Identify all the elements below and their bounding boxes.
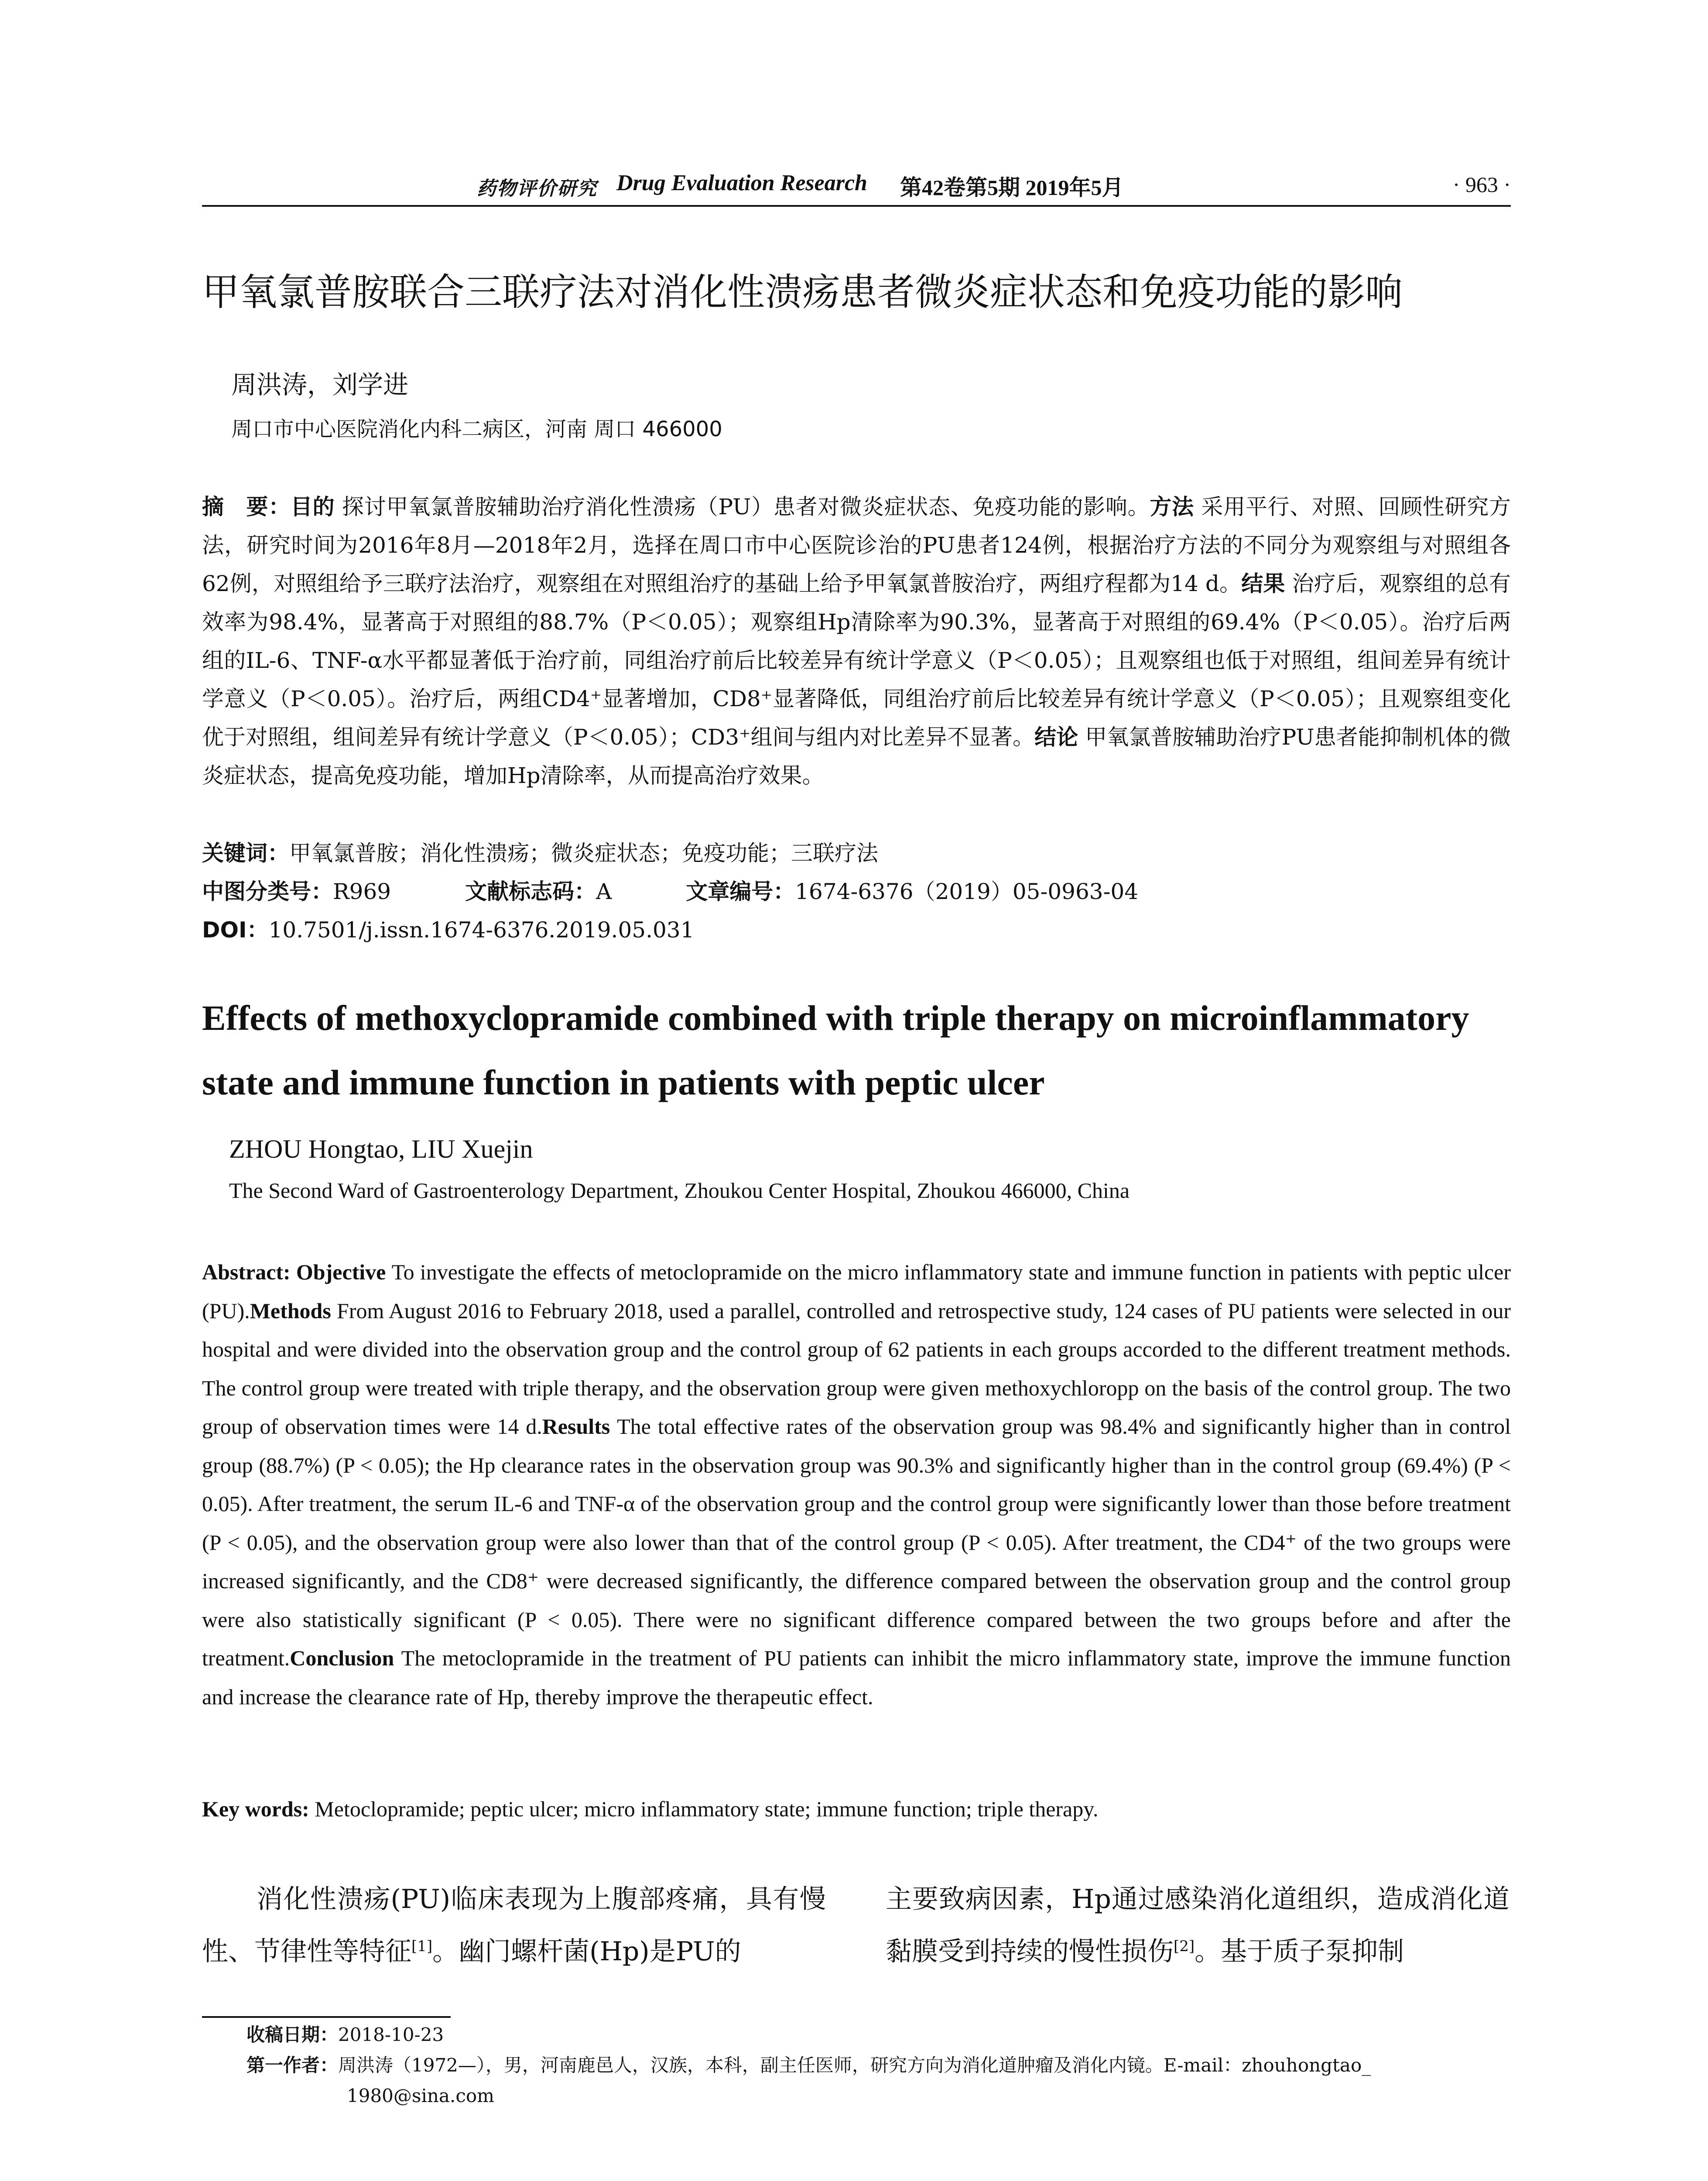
keywords-text-en: Metoclopramide; peptic ulcer; micro inflammatory state; immune function; triple therapy.: [315, 1797, 1099, 1821]
doi-label: DOI：: [202, 917, 269, 943]
keywords-chinese: [202, 834, 1511, 872]
article-no-label: 文章编号：: [686, 879, 795, 904]
keywords-label-zh: 关键词：: [202, 841, 289, 866]
reference-link[interactable]: [1]: [411, 1938, 433, 1955]
abstract-label-en: Abstract:: [202, 1260, 291, 1284]
keywords-english: [202, 1796, 1511, 1822]
first-author-label: 第一作者：: [246, 2055, 339, 2076]
doc-code-value: A: [596, 879, 612, 904]
body-text: 消化性溃疡(PU)临床表现为上腹部疼痛，具有慢性、节律性等特征: [202, 1884, 826, 1967]
keywords-label-en: Key words:: [202, 1797, 309, 1821]
methods-label-zh: 方法: [1150, 494, 1194, 520]
clc-value: R969: [333, 879, 391, 904]
body-text: 。幽门螺杆菌(Hp)是PU的: [432, 1936, 741, 1967]
journal-name: Drug Evaluation Research: [616, 171, 867, 195]
footnote-first-author: [246, 2050, 1512, 2111]
footnote-received: [246, 2020, 444, 2050]
body-paragraph: [886, 1876, 1509, 1975]
clc-label: 中图分类号：: [202, 879, 333, 904]
affiliation-chinese: 周口市中心医院消化内科二病区，河南 周口 466000: [231, 417, 722, 441]
page-number: · 963 ·: [1452, 172, 1511, 197]
first-author-info: 周洪涛（1972—），男，河南鹿邑人，汉族，本科，副主任医师，研究方向为消化道肿瘤及消化内镜。E-mail：zhouhongtao_: [338, 2055, 1371, 2076]
article-no-value: 1674-6376（2019）05-0963-04: [795, 879, 1139, 904]
received-date: 2018-10-23: [338, 2024, 444, 2045]
body-column-left: [202, 1876, 826, 1975]
classification-line: [202, 872, 1511, 911]
objective-label-zh: 目的: [290, 494, 335, 520]
objective-en: To investigate the effects of metoclopramide on the micro inflammatory state and immune function in patients with peptic ulcer (PU).: [202, 1260, 1511, 1323]
doi-value: 10.7501/j.issn.1674-6376.2019.05.031: [268, 917, 695, 943]
keywords-text-zh: 甲氧氯普胺；消化性溃疡；微炎症状态；免疫功能；三联疗法: [289, 841, 878, 866]
results-zh: 治疗后，观察组的总有效率为98.4%，显著高于对照组的88.7%（P＜0.05）；观察组Hp清除率为90.3%，显著高于对照组的69.4%（P＜0.05）。治疗后两组的IL-6、TNF-α水平都显著低于治疗前，同组治疗前后比较差异有统计学意义（P＜0.05）；且观察组也低于对照组，组间差异有统计学意义（P＜0.05）。治疗后，两组CD4⁺显著增加，CD8⁺显著降低，同组治疗前后比较差异有统计学意义（P＜0.05）；且观察组变化优于对照组，组间差异有统计学意义（P＜0.05）；CD3⁺组间与组内对比差异不显著。: [202, 571, 1511, 750]
title-chinese: 甲氧氯普胺联合三联疗法对消化性溃疡患者微炎症状态和免疫功能的影响: [202, 270, 1403, 314]
methods-zh: 采用平行、对照、回顾性研究方法，研究时间为2016年8月—2018年2月，选择在周口市中心医院诊治的PU患者124例，根据治疗方法的不同分为观察组与对照组各62例，对照组给予三联疗法治疗，观察组在对照组治疗的基础上给予甲氧氯普胺治疗，两组疗程都为14 d。: [202, 494, 1511, 596]
objective-zh: 探讨甲氧氯普胺辅助治疗消化性溃疡（PU）患者对微炎症状态、免疫功能的影响。: [342, 494, 1150, 520]
conclusion-zh: 甲氧氯普胺辅助治疗PU患者能抑制机体的微炎症状态，提高免疫功能，增加Hp清除率，从而提高治疗效果。: [202, 725, 1511, 788]
abstract-chinese: [202, 488, 1511, 795]
footnote-rule: [202, 2016, 451, 2018]
authors-english: ZHOU Hongtao, LIU Xuejin: [229, 1135, 533, 1163]
body-text: 主要致病因素，Hp通过感染消化道组织，造成消化道黏膜受到持续的慢性损伤: [886, 1884, 1509, 1967]
header-rule: [202, 205, 1511, 207]
abstract-english: [202, 1253, 1511, 1716]
conclusion-en: The metoclopramide in the treatment of PU patients can inhibit the micro inflammatory state, improve the immune function and increase the clearance rate of Hp, thereby improve the therapeutic effect.: [202, 1646, 1511, 1709]
issue-info: 第42卷第5期 2019年5月: [900, 175, 1124, 200]
results-label-zh: 结果: [1241, 571, 1285, 596]
objective-label-en: Objective: [296, 1260, 386, 1284]
results-label-en: Results: [542, 1414, 610, 1439]
methods-label-en: Methods: [250, 1298, 331, 1323]
methods-en: From August 2016 to February 2018, used a parallel, controlled and retrospective study, 124 cases of PU patients were selected in our hospital and were divided into the observation group and the control group of 62 patients in each groups accorded to the different treatment methods. The control group were treated with triple therapy, and the observation group were given methoxychloropp on the basis of the control group. The two group of observation times were 14 d.: [202, 1298, 1511, 1439]
conclusion-label-zh: 结论: [1034, 725, 1078, 750]
conclusion-label-en: Conclusion: [290, 1646, 394, 1670]
running-header: [202, 166, 1511, 203]
doi-line: [202, 911, 1511, 949]
abstract-label-zh: 摘 要：: [202, 494, 291, 520]
body-text: 。基于质子泵抑制: [1195, 1936, 1404, 1967]
first-author-email-cont: 1980@sina.com: [347, 2085, 494, 2106]
results-en: The total effective rates of the observation group was 98.4% and significantly higher than in control group (88.7%) (P < 0.05); the Hp clearance rates in the observation group was 90.3% and significantly higher than in the control group (69.4%) (P < 0.05). After treatment, the serum IL-6 and TNF-α of the observation group and the control group were significantly lower than those before treatment (P < 0.05), and the observation group were also lower than that of the control group (P < 0.05). After treatment, the CD4⁺ of the two groups were increased significantly, and the CD8⁺ were decreased significantly, the difference compared between the observation group and the control group were also statistically significant (P < 0.05). There were no significant difference compared between the two groups before and after the treatment.: [202, 1414, 1511, 1670]
reference-link[interactable]: [2]: [1174, 1938, 1195, 1955]
body-column-right: [886, 1876, 1509, 1975]
affiliation-english: The Second Ward of Gastroenterology Department, Zhoukou Center Hospital, Zhoukou 466000, China: [229, 1178, 1130, 1203]
title-english: Effects of methoxyclopramide combined with triple therapy on microinflammatory state and immune function in patients with peptic ulcer: [202, 998, 1469, 1102]
authors-chinese: 周洪涛，刘学进: [231, 370, 409, 400]
doc-code-label: 文献标志码：: [465, 879, 596, 904]
received-label: 收稿日期：: [246, 2024, 339, 2045]
body-paragraph: [202, 1876, 826, 1975]
journal-logo: 药物评价研究: [477, 178, 597, 200]
